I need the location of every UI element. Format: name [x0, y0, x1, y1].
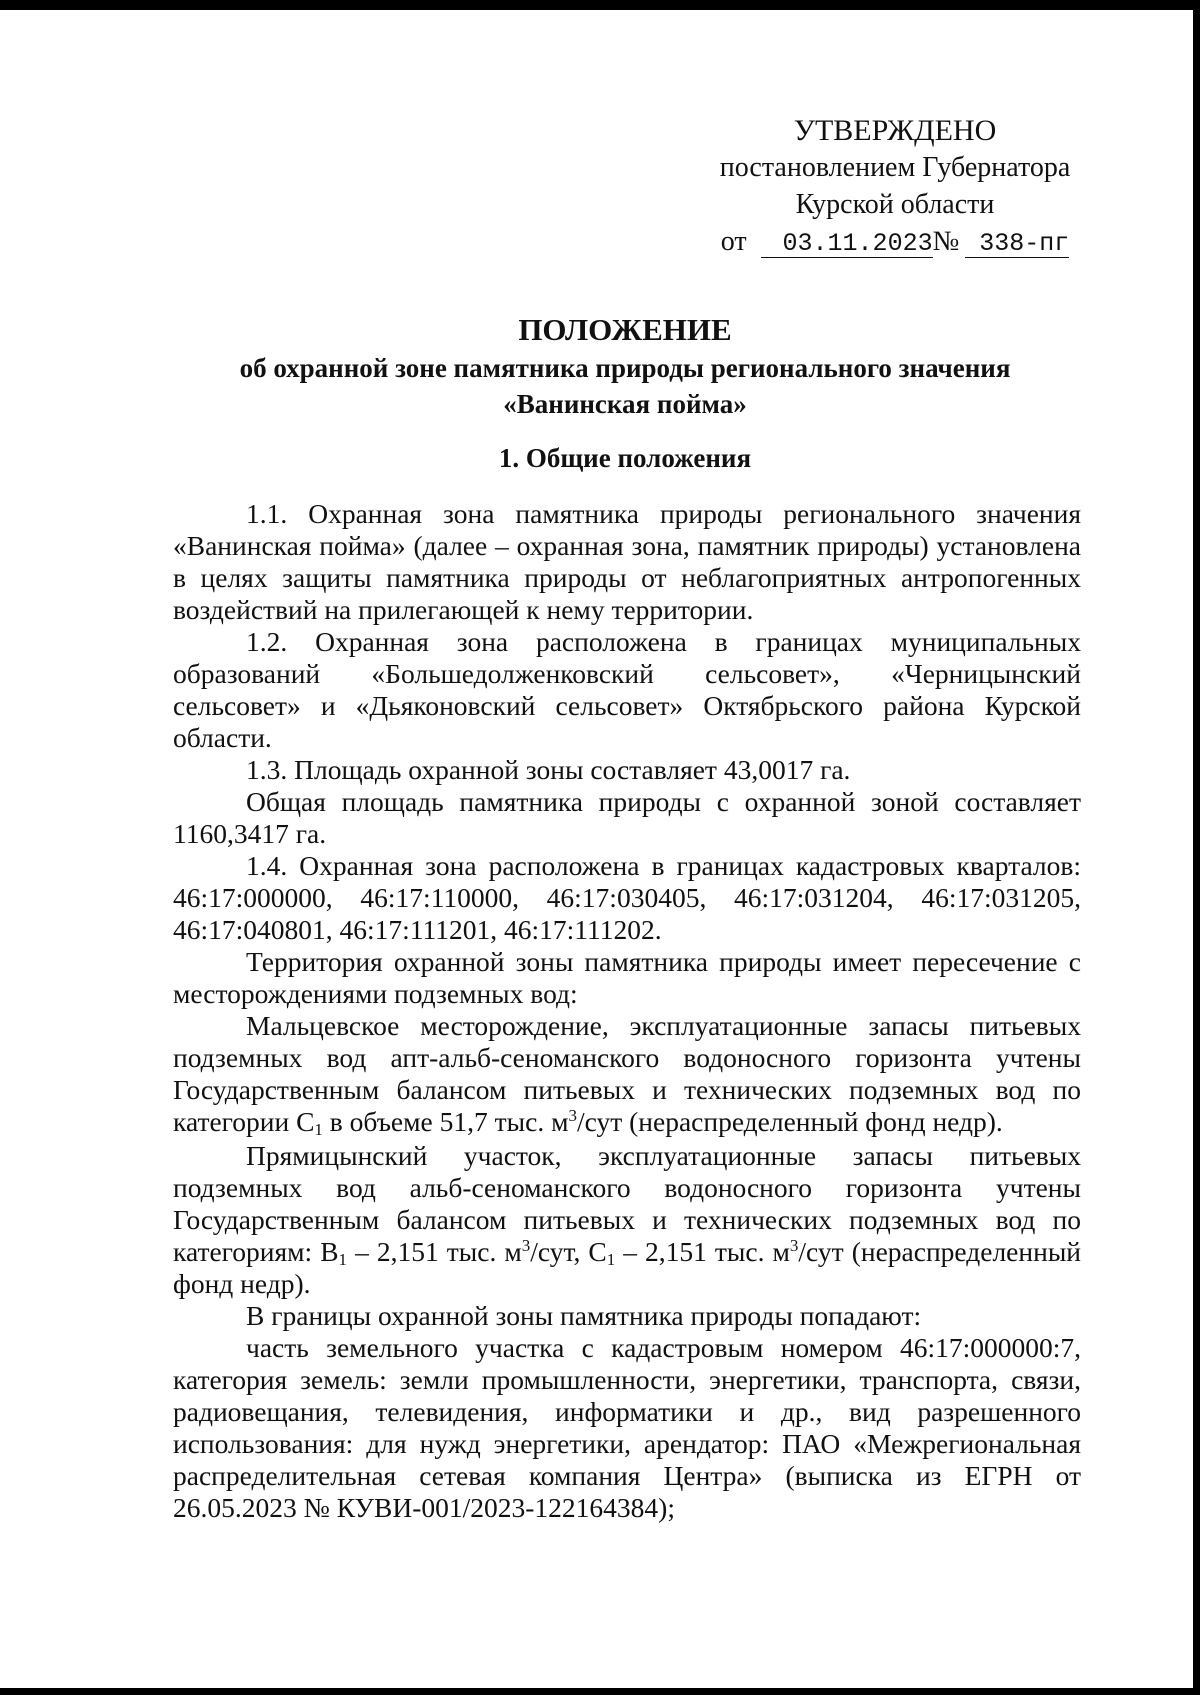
approval-number: 338-пг	[965, 231, 1069, 258]
approval-date-number-line	[700, 223, 1090, 260]
document-subtitle-line-1: об охранной зоне памятника природы регионального значения	[239, 353, 1011, 383]
paragraph-pryamitsynsky: Прямицынский участок, эксплуатационные запасы питьевых подземных вод альб-сеноманского водоносного горизонта учтены Государственным балансом питьевых и технических подземных вод по категориям: $B_1 - 2,151$ тыс. $м^3$/сут, $С_1 - 2,151$ тыс. $м^3$/сут (нераспределенный фонд недр).	[173, 1140, 1082, 1299]
document-title: ПОЛОЖЕНИЕ	[518, 312, 732, 347]
approval-line-2: Курской области	[795, 189, 995, 220]
scan-edge-top	[0, 0, 1200, 10]
approval-stamp-block	[700, 112, 1090, 260]
document-body	[173, 498, 1081, 1524]
scan-edge-right	[1193, 0, 1200, 1695]
paragraph-maltsevskoe: Мальцевское месторождение, эксплуатационные запасы питьевых подземных вод апт-альб-сеноманского водоносного горизонта учтены Государственным балансом питьевых и технических подземных вод по категории $С_1$ в объеме 51,7 тыс. $м^3$/сут (нераспределенный фонд недр).	[173, 1010, 1081, 1139]
paragraph-land-plot: часть земельного участка с кадастровым номером 46:17:000000:7, категория земель: земли промышленности, энергетики, транспорта, связи, радиовещания, телевидения, информатики и др., вид разрешенного использования: для нужд энергетики, арендатор: ПАО «Межрегиональная распределительная сетевая компания Центра» (выписка из ЕГРН от 26.05.2023 № КУВИ-001/2023-122164384);	[173, 1332, 1081, 1523]
section-1-title: 1. Общие положения	[498, 443, 752, 473]
scan-edge-bottom	[0, 1688, 1200, 1695]
paragraph-total-area: Общая площадь памятника природы с охранной зоной составляет 1160,3417 га.	[173, 786, 1081, 849]
paragraph-groundwater-intro: Территория охранной зоны памятника природы имеет пересечение с месторождениями подземных вод:	[173, 946, 1081, 1009]
approval-date: 03.11.2023	[761, 231, 933, 258]
paragraph-1-4: 1.4. Охранная зона расположена в границах кадастровых кварталов: 46:17:000000, 46:17:110000, 46:17:030405, 46:17:031204, 46:17:031205, 46:17:040801, 46:17:111201, 46:17:111202.	[173, 850, 1081, 945]
paragraph-1-1: 1.1. Охранная зона памятника природы регионального значения «Ванинская пойма» (далее – охранная зона, памятник природы) установлена в целях защиты памятника природы от неблагоприятных антропогенных воздействий на прилегающей к нему территории.	[173, 498, 1081, 625]
approval-heading: УТВЕРЖДЕНО	[793, 114, 997, 147]
date-prefix: от	[720, 226, 747, 257]
paragraph-1-3: 1.3. Площадь охранной зоны составляет 43,0017 га.	[246, 754, 851, 785]
paragraph-1-2: 1.2. Охранная зона расположена в границах муниципальных образований «Большедолженковский сельсовет», «Черницынский сельсовет» и «Дьяконовский сельсовет» Октябрьского района Курской области.	[173, 626, 1081, 753]
document-subtitle-line-2: «Ванинская пойма»	[503, 389, 747, 419]
number-prefix: №	[932, 226, 960, 257]
document-title-block	[170, 310, 1080, 422]
paragraph-included-intro: В границы охранной зоны памятника природы попадают:	[246, 1300, 922, 1331]
approval-line-1: постановлением Губернатора	[719, 152, 1071, 183]
